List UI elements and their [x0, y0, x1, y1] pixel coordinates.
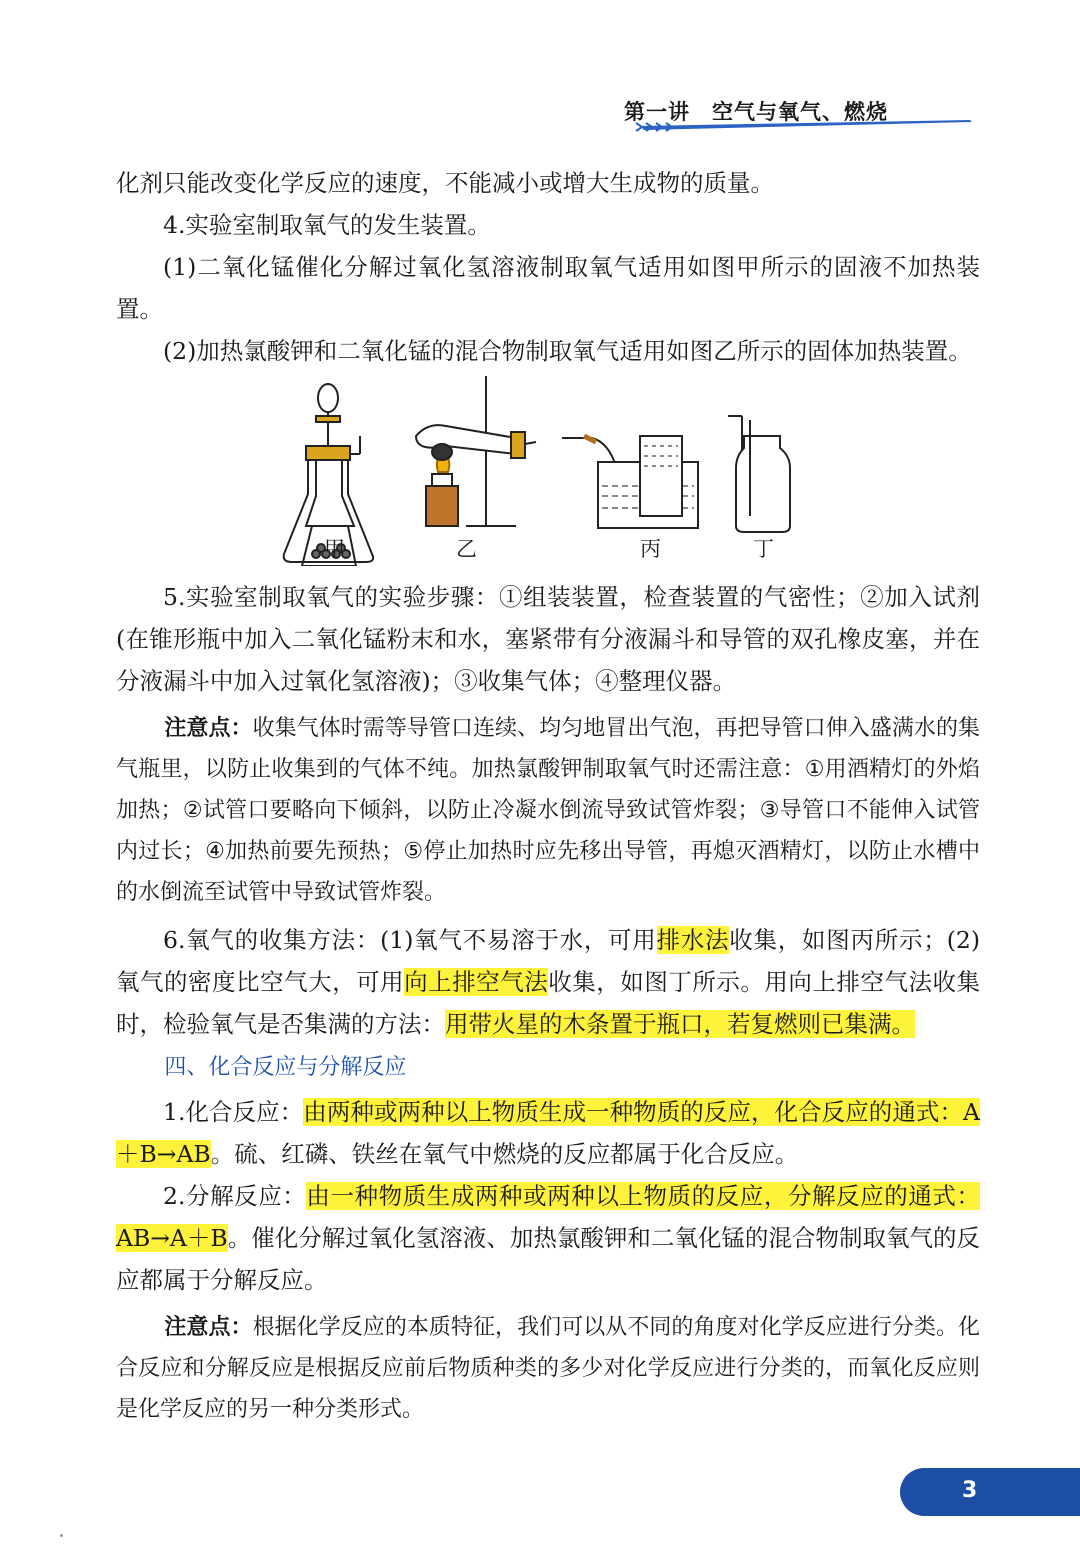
highlight: 排水法: [656, 926, 730, 954]
step5-paragraph: 5.实验室制取氧气的实验步骤：①组装装置，检查装置的气密性；②加入试剂(在锥形瓶中加入二氧化锰粉末和水，塞紧带有分液漏斗和导管的双孔橡皮塞，并在分液漏斗中加入过氧化氢溶液)；③收集气体；④整理仪器。: [116, 583, 980, 695]
header-rule: [600, 120, 980, 134]
highlight: 向上排空气法: [404, 968, 549, 996]
section-heading: 四、化合反应与分解反应: [164, 1055, 407, 1080]
page-number-badge: [900, 1468, 1080, 1516]
figure-caption-yi: 乙: [456, 537, 477, 561]
page-content: [116, 162, 980, 1430]
note-text: 根据化学反应的本质特征，我们可以从不同的角度对化学反应进行分类。化合反应和分解反应是根据反应前后物质种类的多少对化学反应进行分类的，而氧化反应则是化学反应的另一种分类形式。: [116, 1315, 980, 1422]
note-label: 注意点：: [164, 1315, 253, 1340]
apparatus-drawing: [116, 376, 980, 566]
gas-bottle-apparatus: [728, 416, 790, 532]
item1-label: 1.化合反应：: [163, 1098, 304, 1126]
water-trough-apparatus: [562, 436, 698, 528]
item6-text-c: 收集，如图丁所示。用向上排空气法收集时，检验氧气是否集满的方法：: [116, 968, 981, 1038]
note-label: 注意点：: [164, 716, 253, 741]
note-box-1: [116, 708, 980, 913]
paragraph: (1)二氧化锰催化分解过氧化氢溶液制取氧气适用如图甲所示的固液不加热装置。: [116, 253, 980, 323]
paragraph: 4.实验室制取氧气的发生装置。: [163, 211, 491, 239]
figure-caption-bing: 丙: [640, 537, 661, 561]
page-header: [600, 92, 980, 132]
paragraph: (2)加热氯酸钾和二氧化锰的混合物制取氧气适用如图乙所示的固体加热装置。: [163, 337, 972, 365]
item2-text: 。催化分解过氧化氢溶液、加热氯酸钾和二氧化锰的混合物制取氧气的反应都属于分解反应。: [116, 1224, 981, 1294]
print-mark: [60, 1534, 63, 1537]
item1-text: 。硫、红磷、铁丝在氧气中燃烧的反应都属于化合反应。: [210, 1140, 799, 1168]
figure-caption-jia: 甲: [324, 537, 345, 561]
chapter-title: 第一讲 空气与氧气、燃烧: [624, 100, 888, 124]
note-text: 收集气体时需等导管口连续、均匀地冒出气泡，再把导管口伸入盛满水的集气瓶里，以防止收集到的气体不纯。加热氯酸钾制取氧气时还需注意：①用酒精灯的外焰加热；②试管口要略向下倾斜，以防止冷凝水倒流导致试管炸裂；③导管口不能伸入试管内过长；④加热前要先预热；⑤停止加热时应先移出导管，再熄灭酒精灯，以防止水槽中的水倒流至试管中导致试管炸裂。: [116, 716, 980, 905]
item6-text-b: 收集，如图丙所示；(2)氧气的密度比空气大，可用: [116, 926, 981, 996]
apparatus-figure: [116, 376, 980, 566]
highlight: 由两种或两种以上物质生成一种物质的反应，化合反应的通式：A＋B→AB: [116, 1098, 980, 1168]
figure-caption-ding: 丁: [753, 537, 774, 561]
heating-apparatus: [416, 376, 536, 526]
paragraph: 化剂只能改变化学反应的速度，不能减小或增大生成物的质量。: [116, 169, 774, 197]
note-box-2: [116, 1307, 980, 1430]
item2-paragraph: [116, 1175, 980, 1301]
highlight: 由一种物质生成两种或两种以上物质的反应，分解反应的通式：AB→A＋B: [116, 1182, 980, 1252]
item6-text-a: 6.氧气的收集方法：(1)氧气不易溶于水，可用: [163, 926, 657, 954]
item2-label: 2.分解反应：: [163, 1182, 307, 1210]
page-number: 3: [962, 1478, 978, 1503]
item1-paragraph: [116, 1091, 980, 1175]
item6-paragraph: [116, 919, 980, 1045]
highlight: 用带火星的木条置于瓶口，若复燃则已集满。: [445, 1010, 915, 1038]
